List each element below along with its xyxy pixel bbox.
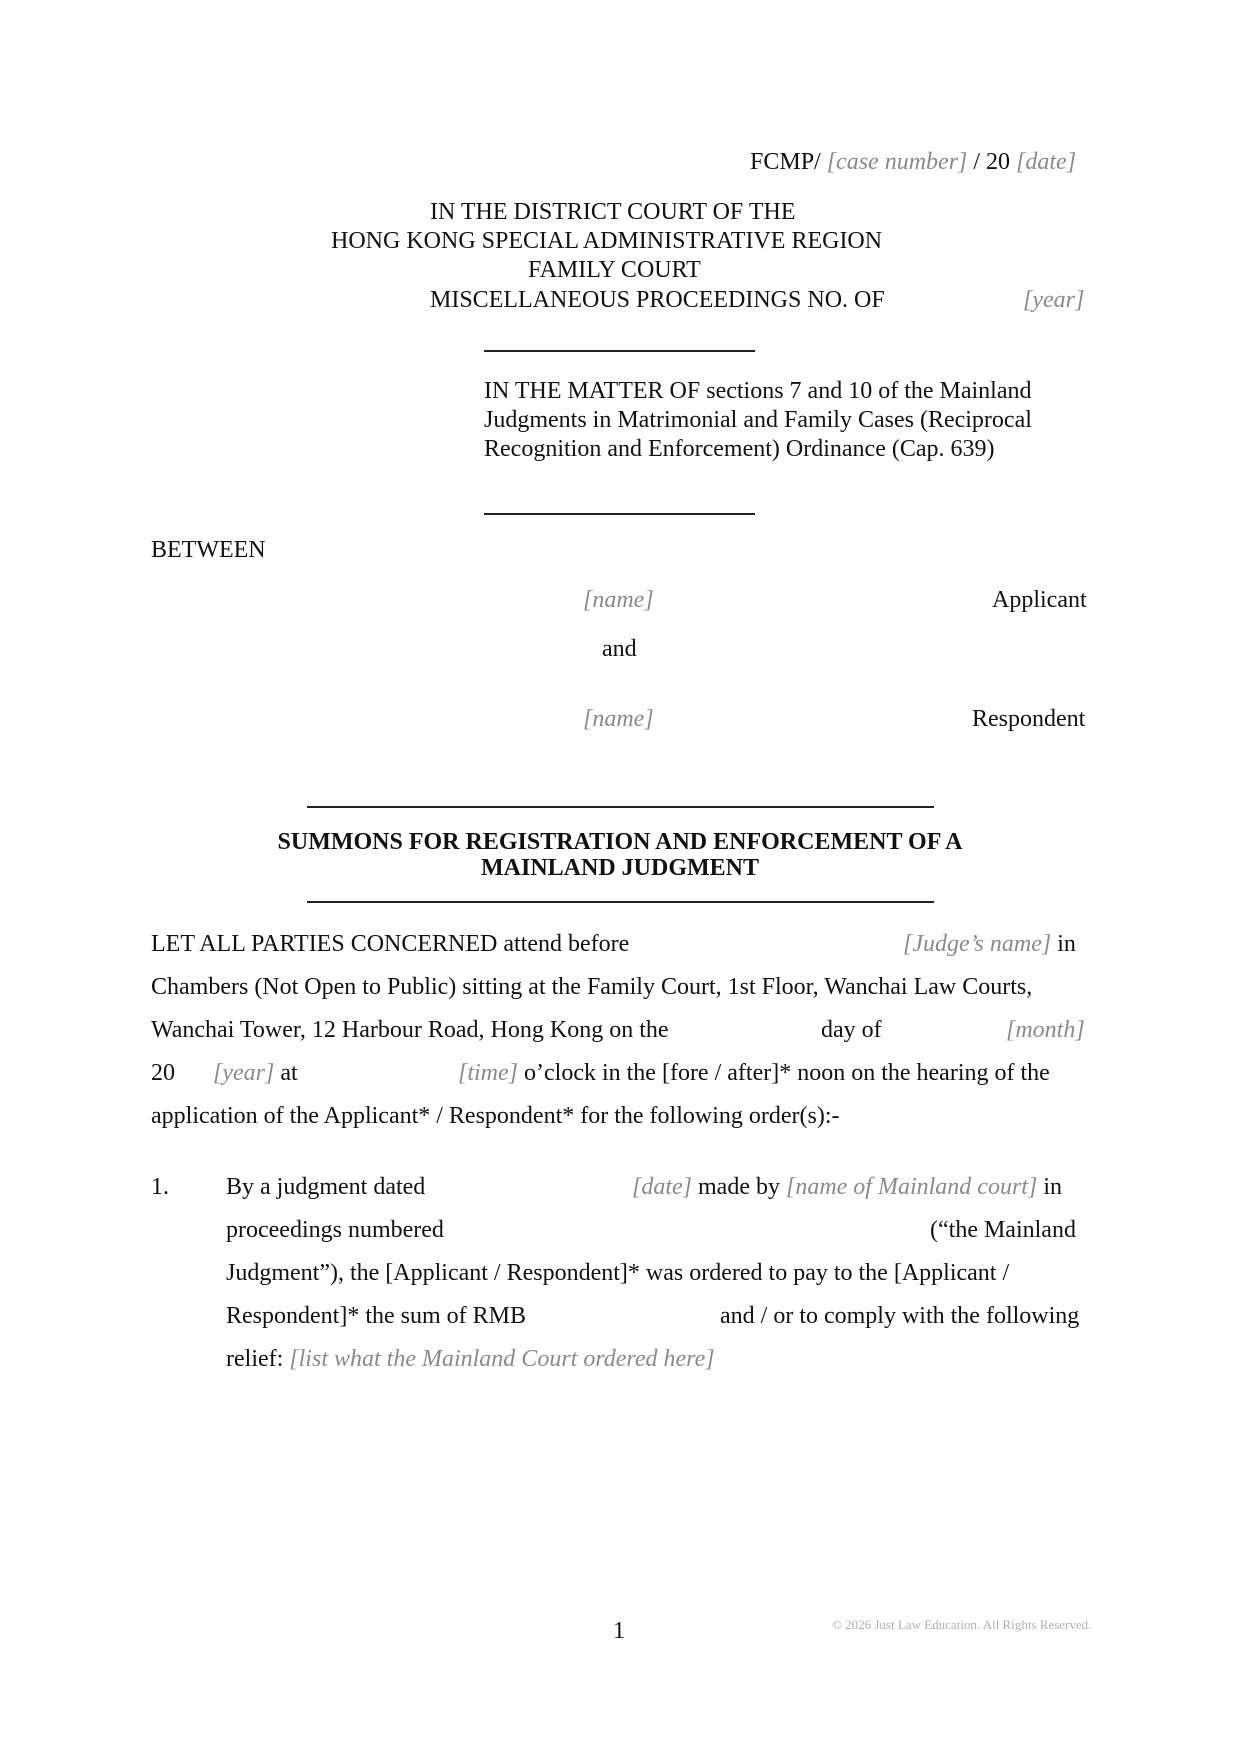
and-label: and (602, 636, 637, 662)
month-placeholder: [month] (1006, 1017, 1085, 1043)
body-line-4-year (213, 1052, 298, 1096)
copyright-notice: © 2026 Just Law Education. All Rights Reserved. (832, 1617, 1092, 1632)
matter-line-3: Recognition and Enforcement) Ordinance (Cap. 639) (484, 436, 995, 462)
page-number: 1 (613, 1618, 625, 1644)
proceedings-year-placeholder: [year] (1023, 287, 1085, 313)
item-1-line-1-a: By a judgment dated (226, 1174, 426, 1200)
court-line-1: IN THE DISTRICT COURT OF THE (430, 199, 796, 225)
title-rule-bottom (307, 901, 934, 903)
item-1-line-5 (226, 1338, 715, 1382)
body-line-4-time (458, 1052, 1050, 1096)
court-line-4: MISCELLANEOUS PROCEEDINGS NO. OF (430, 287, 885, 313)
body-line-1 (151, 923, 629, 967)
body-line-5: application of the Applicant* / Respondent* for the following order(s):- (151, 1103, 840, 1129)
judgment-date-placeholder: [date] (632, 1174, 692, 1200)
body-line-1-text: LET ALL PARTIES CONCERNED attend before (151, 931, 630, 957)
hearing-year-placeholder: [year] (213, 1060, 275, 1086)
body-line-3 (151, 1009, 669, 1053)
ref-mid: / 20 (973, 149, 1011, 175)
ref-date-placeholder: [date] (1016, 149, 1077, 175)
item-1-line-3: Judgment”), the [Applicant / Respondent]* was ordered to pay to the [Applicant / (226, 1260, 1010, 1286)
summons-title-line-2: MAINLAND JUDGMENT (481, 855, 759, 881)
case-reference (750, 148, 1076, 177)
body-line-3-text: Wanchai Tower, 12 Harbour Road, Hong Kong on the (151, 1017, 669, 1043)
item-1-line-1-b (632, 1166, 1062, 1210)
title-rule-top (307, 806, 934, 808)
body-line-2 (151, 966, 1089, 1010)
respondent-name-placeholder: [name] (583, 706, 654, 732)
respondent-role: Respondent (972, 706, 1086, 732)
judge-name-placeholder: [Judge’s name] (903, 931, 1052, 957)
applicant-role: Applicant (992, 587, 1087, 613)
matter-line-2: Judgments in Matrimonial and Family Cases (Reciprocal (484, 407, 1032, 433)
time-placeholder: [time] (458, 1060, 518, 1086)
applicant-name-placeholder: [name] (583, 587, 654, 613)
body-line-1-end (903, 923, 1076, 967)
court-line-3: FAMILY COURT (528, 257, 701, 283)
item-1-made-by: made by (698, 1174, 780, 1200)
item-1-line-4-b: and / or to comply with the following (720, 1303, 1080, 1329)
case-number-placeholder: [case number] (826, 149, 968, 175)
relief-placeholder: [list what the Mainland Court ordered here] (289, 1346, 715, 1372)
mainland-court-placeholder: [name of Mainland court] (785, 1174, 1038, 1200)
body-line-4-at: at (280, 1060, 298, 1086)
item-1-in: in (1043, 1174, 1062, 1200)
body-line-2-text: Chambers (Not Open to Public) sitting at the Family Court, 1st Floor, Wanchai Law Courts, (151, 974, 1033, 1000)
ref-prefix: FCMP/ (750, 149, 821, 175)
matter-line-1: IN THE MATTER OF sections 7 and 10 of the Mainland (484, 378, 1032, 404)
item-1-line-2-a: proceedings numbered (226, 1217, 444, 1243)
between-label: BETWEEN (151, 537, 266, 563)
divider-top (484, 350, 755, 352)
item-1-number: 1. (151, 1174, 169, 1200)
summons-title-line-1: SUMMONS FOR REGISTRATION AND ENFORCEMENT OF A (277, 829, 963, 855)
body-line-4-text: o’clock in the [fore / after]* noon on the hearing of the (524, 1060, 1050, 1086)
court-line-2: HONG KONG SPECIAL ADMINISTRATIVE REGION (331, 228, 883, 254)
item-1-relief: relief: (226, 1346, 284, 1372)
divider-middle (484, 513, 755, 515)
body-line-3-dayof: day of (821, 1017, 882, 1043)
body-line-4-20: 20 (151, 1060, 175, 1086)
item-1-line-4-a: Respondent]* the sum of RMB (226, 1303, 526, 1329)
body-line-1-in: in (1057, 931, 1076, 957)
item-1-line-2-b: (“the Mainland (930, 1217, 1076, 1243)
